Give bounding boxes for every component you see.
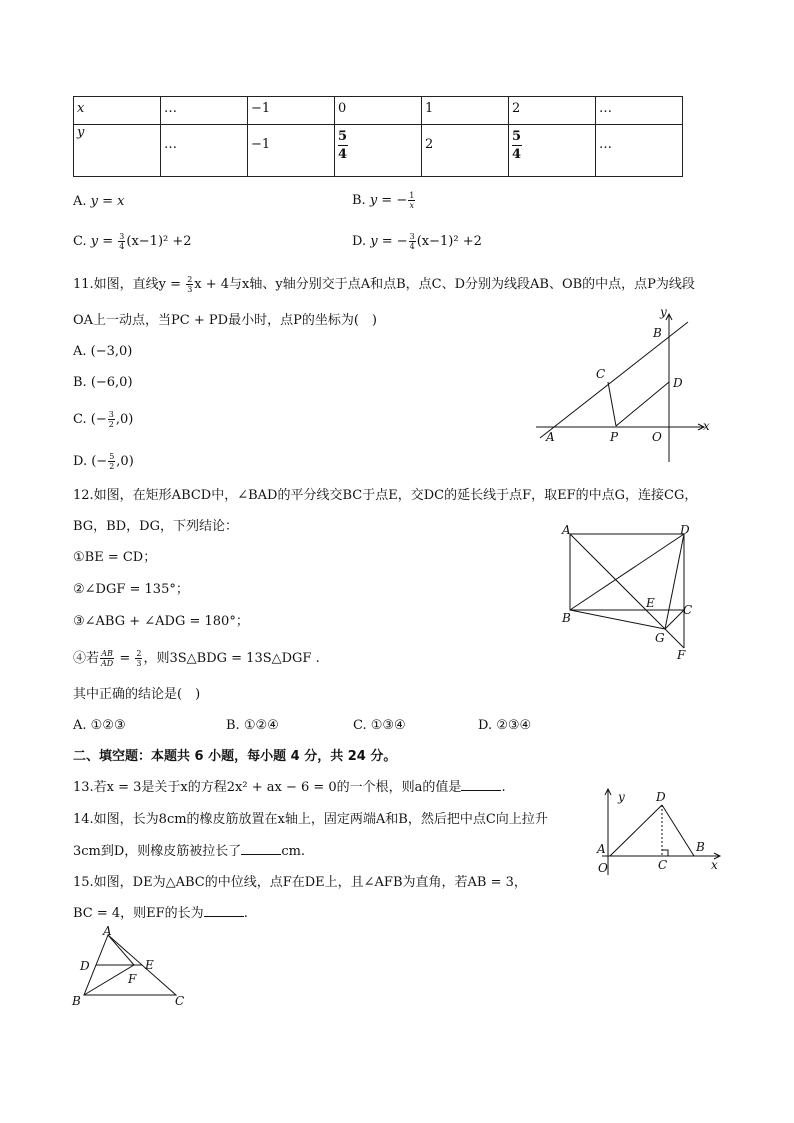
label-f: F [677,648,686,662]
table-cell: −1 [248,97,335,125]
fraction: $\frac{AB}{AD}$ [101,649,114,668]
table-cell: 2 [422,125,509,177]
q15-stem-line1: 15.如图，DE为△ABC的中位线，点F在DE上，且∠AFB为直角，若AB = 3， [73,875,527,890]
segment-bf [84,965,134,995]
segment-pd [616,382,669,426]
segment-bg [570,610,665,629]
section-heading: 二、填空题：本题共 6 小题，每小题 4 分，共 24 分。 [73,749,397,764]
fraction: $\frac{2}{3}$ [187,275,193,294]
q12-option-a: A. ①②③ [73,718,126,733]
label-y: y [618,790,625,804]
fraction: $\frac{2}{3}$ [136,649,142,668]
segment-ad [610,805,662,856]
q11-option-b: B. (−6,0) [73,375,133,390]
line-ab [540,322,688,438]
label-e: E [145,958,154,972]
label-g: G [655,631,665,645]
label-a: A [103,925,112,938]
table-cell: 1 [422,97,509,125]
label-o: O [598,861,608,875]
label-d: D [80,959,90,973]
q13-stem: 13.若x = 3是关于x的方程2x² + ax − 6 = 0的一个根，则a的值是 . [73,780,506,795]
label-a: A [562,523,571,537]
q14-figure [592,785,727,877]
q12-statement-3: ③∠ABG + ∠ADG = 180°； [73,614,249,629]
q11-stem-line1: 11.如图，直线y = $\frac{2}{3}$ x + 4与x轴、y轴分别交于点A和点B，点C、D分别为线段AB、OB的中点，点P为线段 [73,275,695,294]
q15-figure [70,925,195,1010]
fraction: $\frac{3}{2}$ [108,410,114,429]
value-table [73,96,683,177]
fraction: $\frac{3}{4}$ [409,232,415,251]
segment-db [662,805,694,856]
answer-blank [204,906,244,917]
table-cell [335,125,422,177]
q10-option-a: A. y = x [73,194,125,209]
fraction: $\frac{3}{4}$ [119,232,125,251]
q12-prompt: 其中正确的结论是( ) [73,687,201,702]
fraction: $\frac{5}{4}$ [338,129,348,162]
q12-stem-line1: 12.如图，在矩形ABCD中，∠BAD的平分线交BC于点E，交DC的延长线于点F，取EF的中点G，连接CG， [73,488,698,503]
segment-af [570,534,684,648]
label-c: C [683,603,693,617]
label-b: B [696,840,705,854]
q11-figure [528,304,718,466]
table-row-x [74,97,683,125]
q11-option-a: A. (−3,0) [73,344,133,359]
label-b: B [72,994,81,1008]
label-x: x [711,858,718,872]
table-cell [509,125,596,177]
label-a: A [597,842,606,856]
label-a: A [546,430,555,444]
table-cell: 2 [509,97,596,125]
label-d: D [673,376,683,390]
label-o: O [652,430,662,444]
segment-dg [665,534,684,629]
label-c: C [175,994,185,1008]
label-c: C [658,858,668,872]
table-cell: … [596,97,683,125]
q10-option-d: D. y = − $\frac{3}{4}$ (x−1)² +2 [352,232,482,251]
label-f: F [128,972,137,986]
q12-statement-2: ②∠DGF = 135°； [73,582,189,597]
answer-blank [241,844,281,855]
fraction: $\frac{5}{4}$ [512,129,522,162]
label-d: D [680,523,690,537]
q12-figure [556,520,701,665]
label-p: P [610,430,619,444]
q12-option-c: C. ①③④ [353,718,406,733]
q11-stem-line2: OA上一动点，当PC + PD最小时，点P的坐标为( ) [73,313,377,328]
table-cell: −1 [248,125,335,177]
fraction: $\frac{5}{2}$ [109,452,115,471]
label-x: x [703,419,710,433]
label-b: B [562,611,571,625]
q11-option-c: C. (− $\frac{3}{2}$ ,0) [73,410,134,429]
table-row-y [74,125,683,177]
label-y: y [660,305,667,319]
label-b: B [653,326,662,340]
q11-option-d: D. (− $\frac{5}{2}$ ,0) [73,452,134,471]
answer-blank [461,780,501,791]
table-cell: 0 [335,97,422,125]
q12-statement-4: ④若 $\frac{AB}{AD}$ = $\frac{2}{3}$ ，则3S△BDG = 13S△DGF . [73,649,320,668]
table-cell: y [74,125,161,177]
segment-cp [608,382,616,426]
segment-af [108,935,134,965]
segment-bd [570,534,684,610]
table-cell: x [74,97,161,125]
label-e: E [646,596,655,610]
label-c: C [596,367,606,381]
q12-option-b: B. ①②④ [226,718,279,733]
fraction: $\frac{1}{x}$ [409,191,415,210]
q14-stem-line1: 14.如图，长为8cm的橡皮筋放置在x轴上，固定两端A和B，然后把中点C向上拉升 [73,812,548,827]
q15-stem-line2: BC = 4，则EF的长为 . [73,906,248,921]
q12-stem-line2: BG，BD，DG，下列结论： [73,519,238,534]
q12-statement-1: ①BE = CD； [73,550,157,565]
label-d: D [656,790,666,804]
q10-option-b: B. y = − $\frac{1}{x}$ [352,191,415,210]
q12-option-d: D. ②③④ [478,718,532,733]
table-cell: … [596,125,683,177]
table-cell: … [161,125,248,177]
q10-option-c: C. y = $\frac{3}{4}$ (x−1)² +2 [73,232,192,251]
right-angle-mark [662,850,668,856]
table-cell: … [161,97,248,125]
q14-stem-line2: 3cm到D，则橡皮筋被拉长了 cm. [73,844,306,859]
